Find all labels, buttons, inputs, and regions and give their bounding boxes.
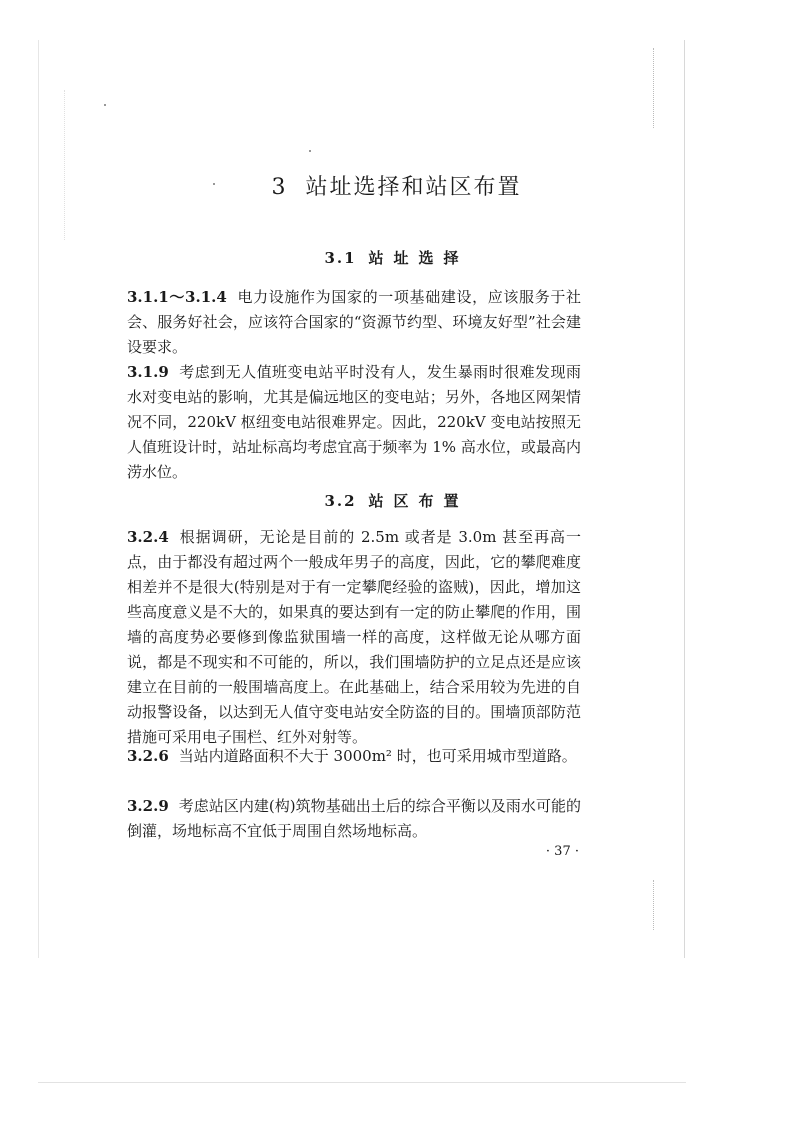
page-number: · 37 · [545,844,579,859]
scan-dots [64,90,66,240]
clause-text: 考虑站区内建(构)筑物基础出土后的综合平衡以及雨水可能的倒灌，场地标高不宜低于周围自然场地标高。 [127,797,581,840]
section-number: 3.1 [324,249,357,267]
section-name: 站址选择 [368,249,469,267]
clause [127,285,581,360]
clause-text: 根据调研，无论是目前的 2.5m 或者是 3.0m 甚至再高一点，由于都没有超过两个一般成年男子的高度，因此，它的攀爬难度相差并不是很大(特别是对于有一定攀爬经验的盗贼)，因此，增加这些高度意义是不大的，如果真的要达到有一定的防止攀爬的作用，围墙的高度势必要修到像监狱围墙一样的高度，这样做无论从哪方面说，都是不现实和不可能的，所以，我们围墙防护的立足点还是应该建立在目前的一般围墙高度上。在此基础上，结合采用较为先进的自动报警设备，以达到无人值守变电站安全防盗的目的。围墙顶部防范措施可采用电子围栏、红外对射等。 [127,528,581,746]
clause-number: 3.2.4 [127,528,169,546]
section-title [0,247,793,268]
clause [127,360,581,485]
scan-speck [309,150,311,152]
clause-number: 3.1.9 [127,363,169,381]
scan-speck [104,104,106,106]
scan-dots [653,880,655,930]
chapter-title-text: 站址选择和站区布置 [305,175,522,200]
clause-text: 考虑到无人值班变电站平时没有人，发生暴雨时很难发现雨水对变电站的影响，尤其是偏远地区的变电站；另外，各地区网架情况不同，220kV 枢纽变电站很难界定。因此，220kV 变电站按照无人值班设计时，站址标高均考虑宜高于频率为 1% 高水位，或最高内涝水位。 [127,363,581,481]
scan-edge-bottom [38,1082,686,1083]
chapter-title [0,170,793,201]
scan-dots [653,48,655,128]
clause [127,744,581,769]
clause [127,525,581,750]
chapter-number: 3 [271,175,288,200]
clause-text: 电力设施作为国家的一项基础建设，应该服务于社会、服务好社会，应该符合国家的“资源节约型、环境友好型”社会建设要求。 [127,288,581,356]
clause [127,794,581,844]
section-number: 3.2 [324,492,357,510]
section-name: 站区布置 [368,492,469,510]
clause-text: 当站内道路面积不大于 3000m² 时，也可采用城市型道路。 [178,747,577,765]
section-title [0,490,793,511]
clause-number: 3.2.6 [127,747,169,765]
clause-number: 3.2.9 [127,797,169,815]
clause-number: 3.1.1～3.1.4 [127,288,227,306]
